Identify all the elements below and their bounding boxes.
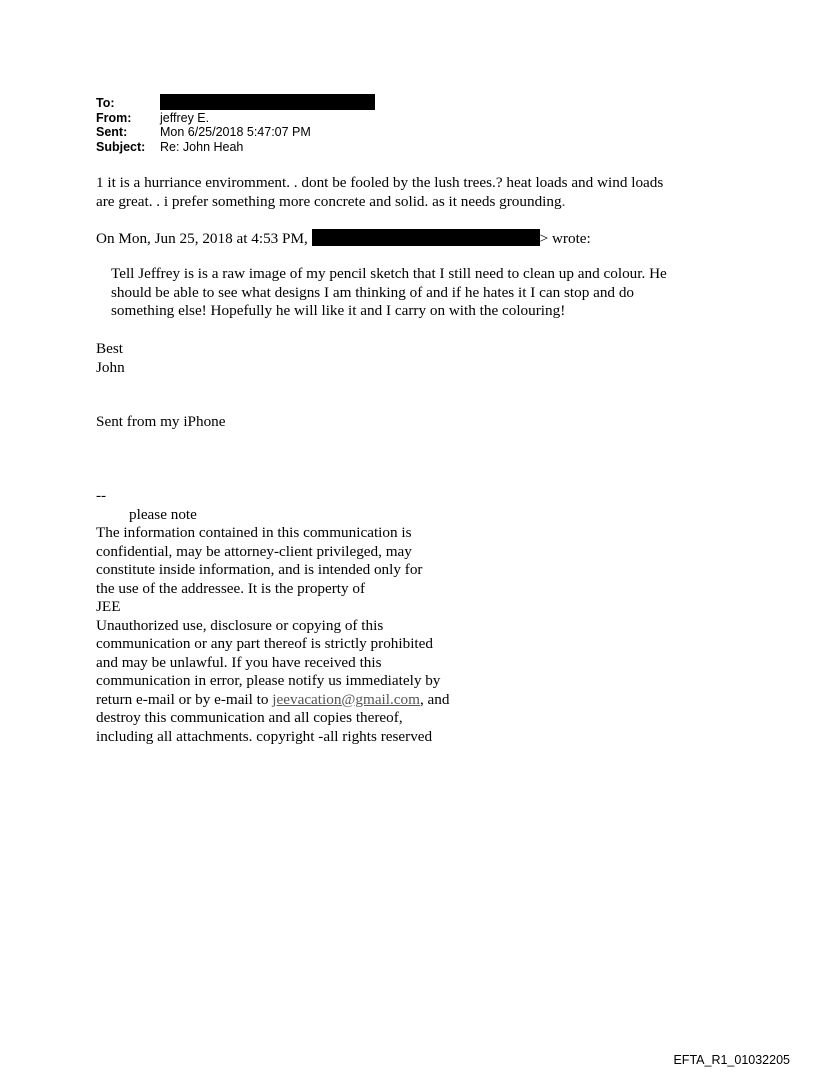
disclaimer-line: including all attachments. copyright -all rights reserved [96,727,433,745]
to-row [96,96,375,111]
signoff-name: John [96,358,125,376]
subject-label: Subject: [96,139,146,154]
email-line-prefix: return e-mail or by e-mail to [96,690,273,708]
disclaimer-email-line [96,691,516,710]
quoted-line: should be able to see what designs I am thinking of and if he hates it I can stop and do [111,283,635,301]
quoted-line: something else! Hopefully he will like it and I carry on with the colouring! [111,302,566,319]
sent-row [96,125,375,140]
disclaimer-line: Unauthorized use, disclosure or copying of this [96,616,384,634]
reply-line: 1 it is a hurriance enviromment. . dont be fooled by the lush trees.? heat loads and wind loads [96,174,664,191]
disclaimer-line: confidential, may be attorney-client privileged, may [96,542,412,560]
subject-value: Re: John Heah [160,139,244,154]
quoted-line: Tell Jeffrey is is a raw image of my pencil sketch that I still need to clean up and colour. He [111,265,667,282]
redaction-bar [312,229,540,246]
signoff [96,340,125,377]
quoted-body [111,265,731,321]
email-header [96,96,375,154]
email-link[interactable]: jeevacation@gmail.com [272,690,420,708]
disclaimer-line: destroy this communication and all copies thereof, [96,709,403,726]
from-value: jeffrey E. [160,110,210,125]
disclaimer-line: JEE [96,598,121,615]
from-row [96,111,375,126]
quoted-header-suffix: > wrote: [539,230,591,247]
disclaimer-line: the use of the addressee. It is the property of [96,579,366,597]
reply-line-tail: . [561,192,566,210]
disclaimer-line: The information contained in this communication is [96,524,412,541]
sent-label: Sent: [96,125,128,139]
quoted-header-prefix: On Mon, Jun 25, 2018 at 4:53 PM, [96,230,308,247]
email-line-suffix: , and [419,690,450,708]
reply-body [96,174,726,211]
reply-line [96,193,726,212]
disclaimer-line: communication or any part thereof is strictly prohibited [96,635,433,652]
redaction-bar [160,94,375,110]
disclaimer [96,487,516,746]
disclaimer-line: and may be unlawful. If you have received this [96,653,382,671]
disclaimer-dashes: -- [96,487,107,504]
disclaimer-line: communication in error, please notify us immediately by [96,672,441,689]
reply-line-text: are great. . i prefer something more concrete and solid. as it needs grounding [96,192,562,210]
disclaimer-note: please note [129,505,197,523]
quoted-header [96,229,591,249]
to-label: To: [96,96,115,110]
signoff-best: Best [96,340,124,357]
document-id: EFTA_R1_01032205 [673,1053,790,1067]
to-value [160,96,375,111]
disclaimer-line: constitute inside information, and is intended only for [96,561,423,578]
sent-from-signature: Sent from my iPhone [96,413,226,430]
subject-row [96,140,375,155]
from-label: From: [96,110,132,125]
sent-value: Mon 6/25/2018 5:47:07 PM [160,125,311,139]
